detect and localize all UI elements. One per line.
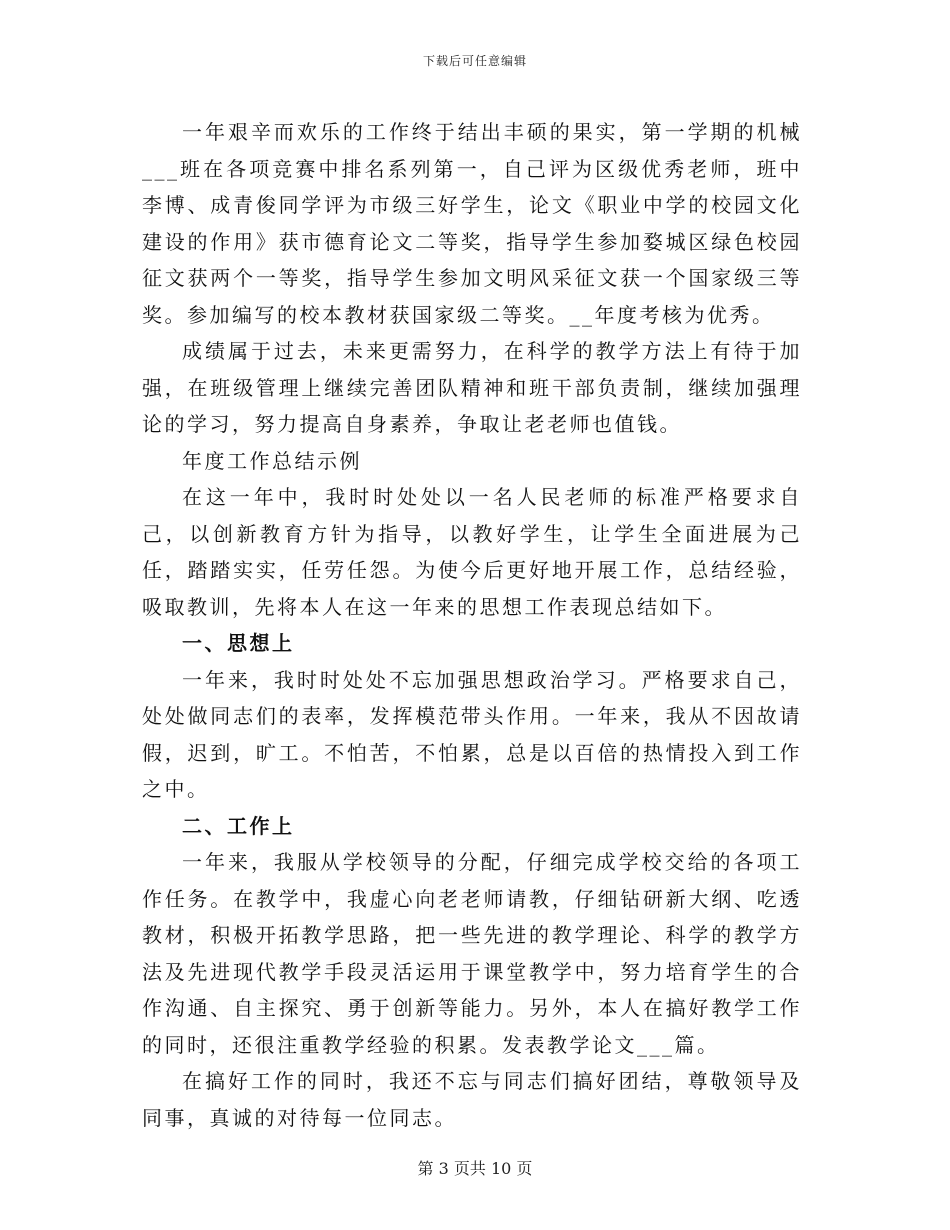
document-body bbox=[142, 114, 802, 1136]
paragraph-work: 一年来，我服从学校领导的分配，仔细完成学校交给的各项工作任务。在教学中，我虚心向老老师请教，仔细钻研新大纲、吃透教材，积极开拓教学思路，把一些先进的教学理论、科学的教学方法及先进现代教学手段灵活运用于课堂教学中，努力培育学生的合作沟通、自主探究、勇于创新等能力。另外，本人在搞好教学工作的同时，还很注重教学经验的积累。发表教学论文___篇。 bbox=[142, 850, 802, 1057]
section-heading-work: 二、工作上 bbox=[182, 813, 295, 838]
page-footer: 第 3 页共 10 页 bbox=[417, 1159, 533, 1178]
page-header: 下载后可任意编辑 bbox=[422, 54, 527, 68]
paragraph-intro: 在这一年中，我时时处处以一名人民老师的标准严格要求自己，以创新教育方针为指导，以教好学生，让学生全面进展为己任，踏踏实实，任劳任怨。为使今后更好地开展工作，总结经验，吸取教训，先将本人在这一年来的思想工作表现总结如下。 bbox=[142, 485, 802, 619]
paragraph-thought: 一年来，我时时处处不忘加强思想政治学习。严格要求自己，处处做同志们的表率，发挥模范带头作用。一年来，我从不因故请假，迟到，旷工。不怕苦，不怕累，总是以百倍的热情投入到工作之中。 bbox=[142, 667, 802, 801]
paragraph-achievements: 一年艰辛而欢乐的工作终于结出丰硕的果实，第一学期的机械___班在各项竞赛中排名系列第一，自己评为区级优秀老师，班中李博、成青俊同学评为市级三好学生，论文《职业中学的校园文化建设的作用》获市德育论文二等奖，指导学生参加婺城区绿色校园征文获两个一等奖，指导学生参加文明风采征文获一个国家级三等奖。参加编写的校本教材获国家级二等奖。__年度考核为优秀。 bbox=[142, 120, 802, 327]
paragraph-unity: 在搞好工作的同时，我还不忘与同志们搞好团结，尊敬领导及同事，真诚的对待每一位同志。 bbox=[142, 1069, 802, 1130]
paragraph-example-title: 年度工作总结示例 bbox=[182, 448, 362, 473]
section-heading-thought: 一、思想上 bbox=[182, 631, 295, 655]
paragraph-future-goals: 成绩属于过去，未来更需努力，在科学的教学方法上有待于加强，在班级管理上继续完善团队精神和班干部负责制，继续加强理论的学习，努力提高自身素养，争取让老老师也值钱。 bbox=[142, 339, 802, 436]
